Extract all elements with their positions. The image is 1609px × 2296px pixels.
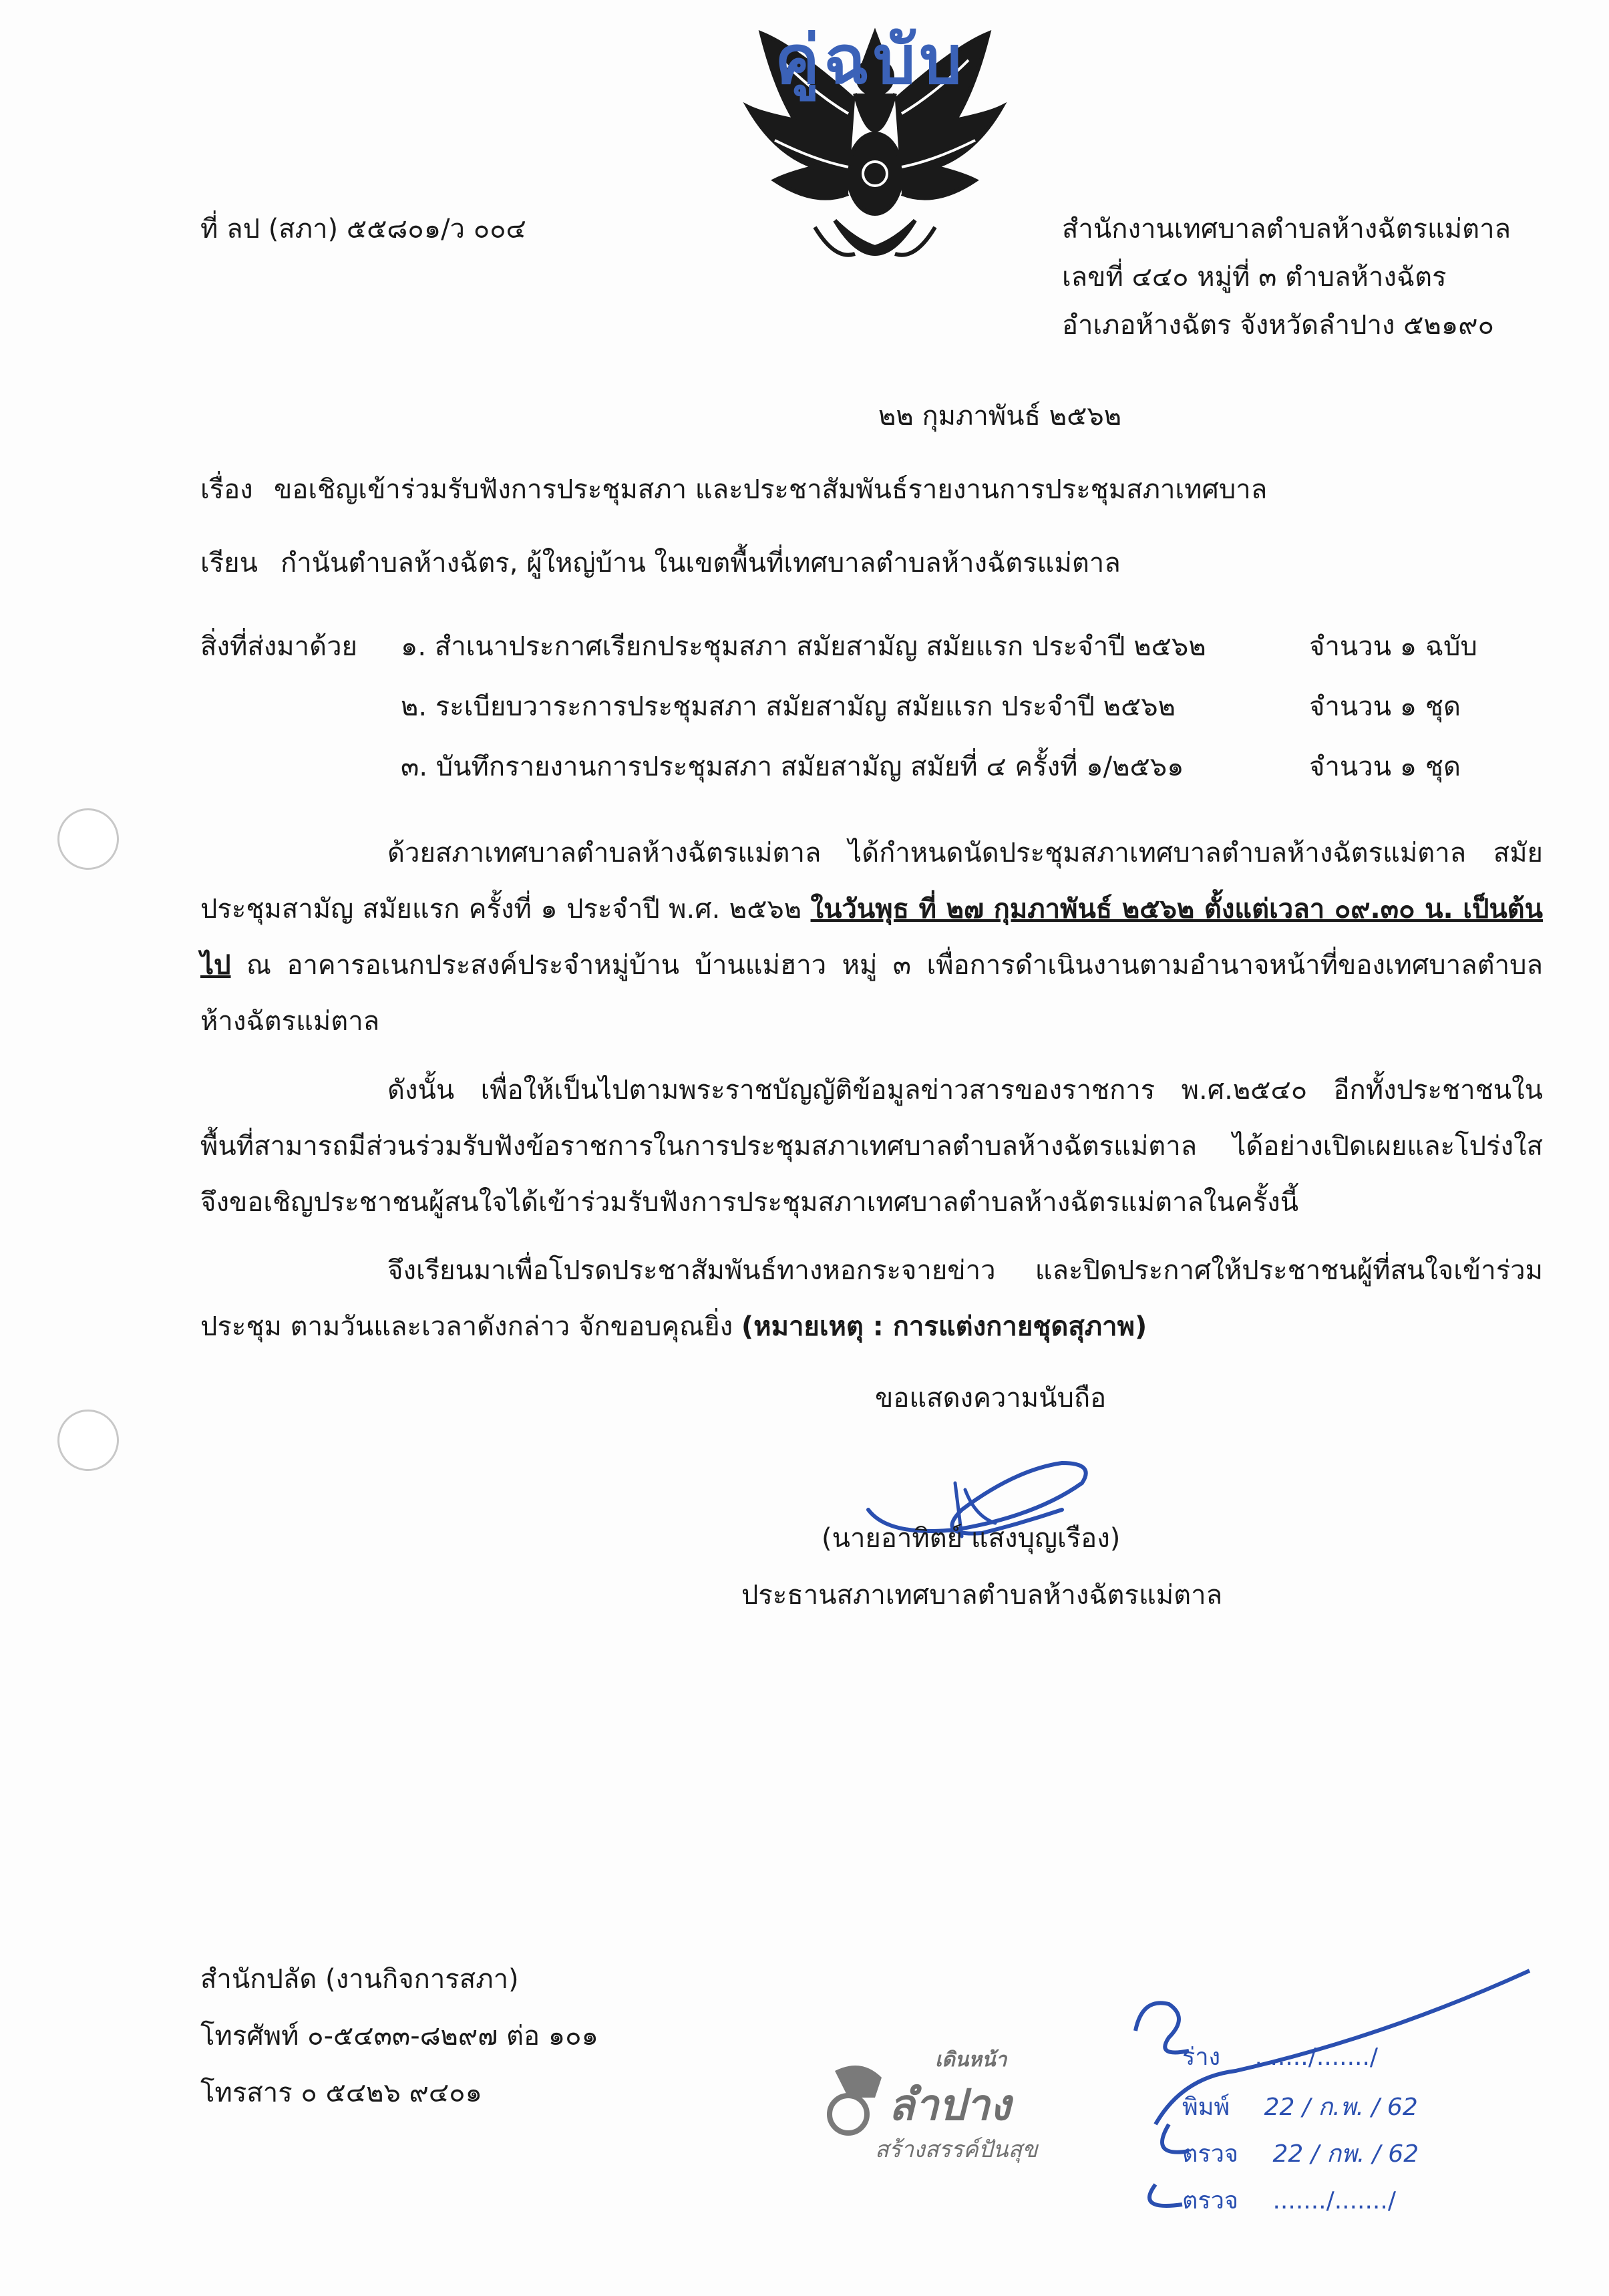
dress-code-note: (หมายเหตุ : การแต่งกายชุดสุภาพ) [741,1311,1147,1342]
routing-row [1182,2181,1396,2219]
routing-label: ตรวจ [1182,2187,1239,2215]
office-line-3: อำเภอห้างฉัตร จังหวัดลำปาง ๕๒๑๙๐ [1062,310,1494,341]
logo-slogan-bottom: สร้างสรรค์ปันสุข [875,2136,1038,2163]
closing-regards: ขอแสดงความนับถือ [875,1383,1107,1414]
routing-value: 22 / ก.พ. / 62 [1264,2094,1418,2121]
punch-hole [57,1410,119,1471]
logo-slogan-top: เดินหน้า [935,2048,1007,2072]
office-line-2: เลขที่ ๔๔๐ หมู่ที่ ๓ ตำบลห้างฉัตร [1062,262,1447,293]
enclosure-item: ๒. ระเบียบวาระการประชุมสภา สมัยสามัญ สมัยแรก ประจำปี ๒๕๖๒ [401,691,1176,722]
subject-text: ขอเชิญเข้าร่วมรับฟังการประชุมสภา และประชาสัมพันธ์รายงานการประชุมสภาเทศบาล [274,474,1268,505]
routing-value: 22 / กพ. / 62 [1272,2140,1419,2168]
reference-number: ที่ ลป (สภา) ๕๕๘๐๑/ว ๐๐๔ [200,214,526,244]
enclosure-qty: จำนวน ๑ ฉบับ [1309,631,1477,662]
enclosure-item: ๓. บันทึกรายงานการประชุมสภา สมัยสามัญ สมัยที่ ๔ ครั้งที่ ๑/๒๕๖๑ [401,752,1184,782]
logo-main-text: ลำปาง [888,2081,1011,2130]
body-paragraph-1 [200,825,1543,1049]
paragraph-3-text: จึงเรียนมาเพื่อโปรดประชาสัมพันธ์ทางหอกระจายข่าว และปิดประกาศให้ประชาชนผู้ที่สนใจเข้าร่วมประชุม ตามวันและเวลาดังกล่าว จักขอบคุณยิ่ง [200,1255,1543,1342]
subject-label: เรื่อง [200,474,253,505]
enclosure-qty: จำนวน ๑ ชุด [1309,691,1461,722]
recipient-label: เรียน [200,548,258,579]
horse-carriage-icon [822,2058,895,2138]
meeting-date-time: ในวันพุธ ที่ ๒๗ กุมภาพันธ์ ๒๕๖๒ ตั้งแต่เวลา ๐๙.๓๐ น. เป็นต้นไป [200,894,1543,981]
routing-row [1182,2037,1378,2076]
lampang-logo [822,2044,1049,2184]
signer-position: ประธานสภาเทศบาลตำบลห้างฉัตรแม่ตาล [741,1580,1223,1611]
routing-row [1182,2088,1418,2126]
enclosure-qty: จำนวน ๑ ชุด [1309,752,1461,782]
paragraph-1-text: ด้วยสภาเทศบาลตำบลห้างฉัตรแม่ตาล ได้กำหนดนัดประชุมสภาเทศบาลตำบลห้างฉัตรแม่ตาล สมัยประชุมสามัญ สมัยแรก ครั้งที่ ๑ ประจำปี พ.ศ. ๒๕๖๒ [200,838,1543,925]
office-line-1: สำนักงานเทศบาลตำบลห้างฉัตรแม่ตาล [1062,214,1511,244]
routing-label: พิมพ์ [1182,2094,1230,2121]
routing-label: ตรวจ [1182,2140,1239,2168]
routing-row [1182,2134,1419,2172]
paragraph-1-location: ณ อาคารอเนกประสงค์ประจำหมู่บ้าน บ้านแม่ฮาว หมู่ ๓ เพื่อการดำเนินงานตามอำนาจหน้าที่ของเทศบาลตำบลห้างฉัตรแม่ตาล [200,950,1543,1037]
punch-hole [57,808,119,870]
signer-name: (นายอาทิตย์ แสงบุญเรือง) [822,1523,1121,1554]
paragraph-2-text: ดังนั้น เพื่อให้เป็นไปตามพระราชบัญญัติข้อมูลข่าวสารของราชการ พ.ศ.๒๕๔๐ อีกทั้งประชาชนในพื้นที่สามารถมีส่วนร่วมรับฟังข้อราชการในการประชุมสภาเทศบาลตำบลห้างฉัตรแม่ตาล ได้อย่างเปิดเผยและโปร่งใส จึงขอเชิญประชาชนผู้สนใจได้เข้าร่วมรับฟังการประชุมสภาเทศบาลตำบลห้างฉัตรแม่ตาลในครั้งนี้ [200,1075,1543,1218]
routing-label: ร่าง [1182,2043,1221,2071]
phone-number: โทรศัพท์ ๐-๕๔๓๓-๘๒๙๗ ต่อ ๑๐๑ [200,2021,598,2052]
fax-number: โทรสาร ๐ ๕๔๒๖ ๙๔๐๑ [200,2078,482,2108]
enclosures-label: สิ่งที่ส่งมาด้วย [200,631,357,662]
enclosure-item: ๑. สำเนาประกาศเรียกประชุมสภา สมัยสามัญ สมัยแรก ประจำปี ๒๕๖๒ [401,631,1206,662]
letter-date: ๒๒ กุมภาพันธ์ ๒๕๖๒ [878,401,1122,432]
recipient-text: กำนันตำบลห้างฉัตร, ผู้ใหญ่บ้าน ในเขตพื้นที่เทศบาลตำบลห้างฉัตรแม่ตาล [281,548,1121,579]
copy-stamp: คู่ฉบับ [775,20,966,99]
body-paragraph-2 [200,1062,1543,1231]
routing-value: ......./......./ [1272,2187,1396,2215]
body-paragraph-3 [200,1243,1543,1355]
routing-value: ......./......./ [1254,2043,1379,2071]
department: สำนักปลัด (งานกิจการสภา) [200,1964,519,1995]
